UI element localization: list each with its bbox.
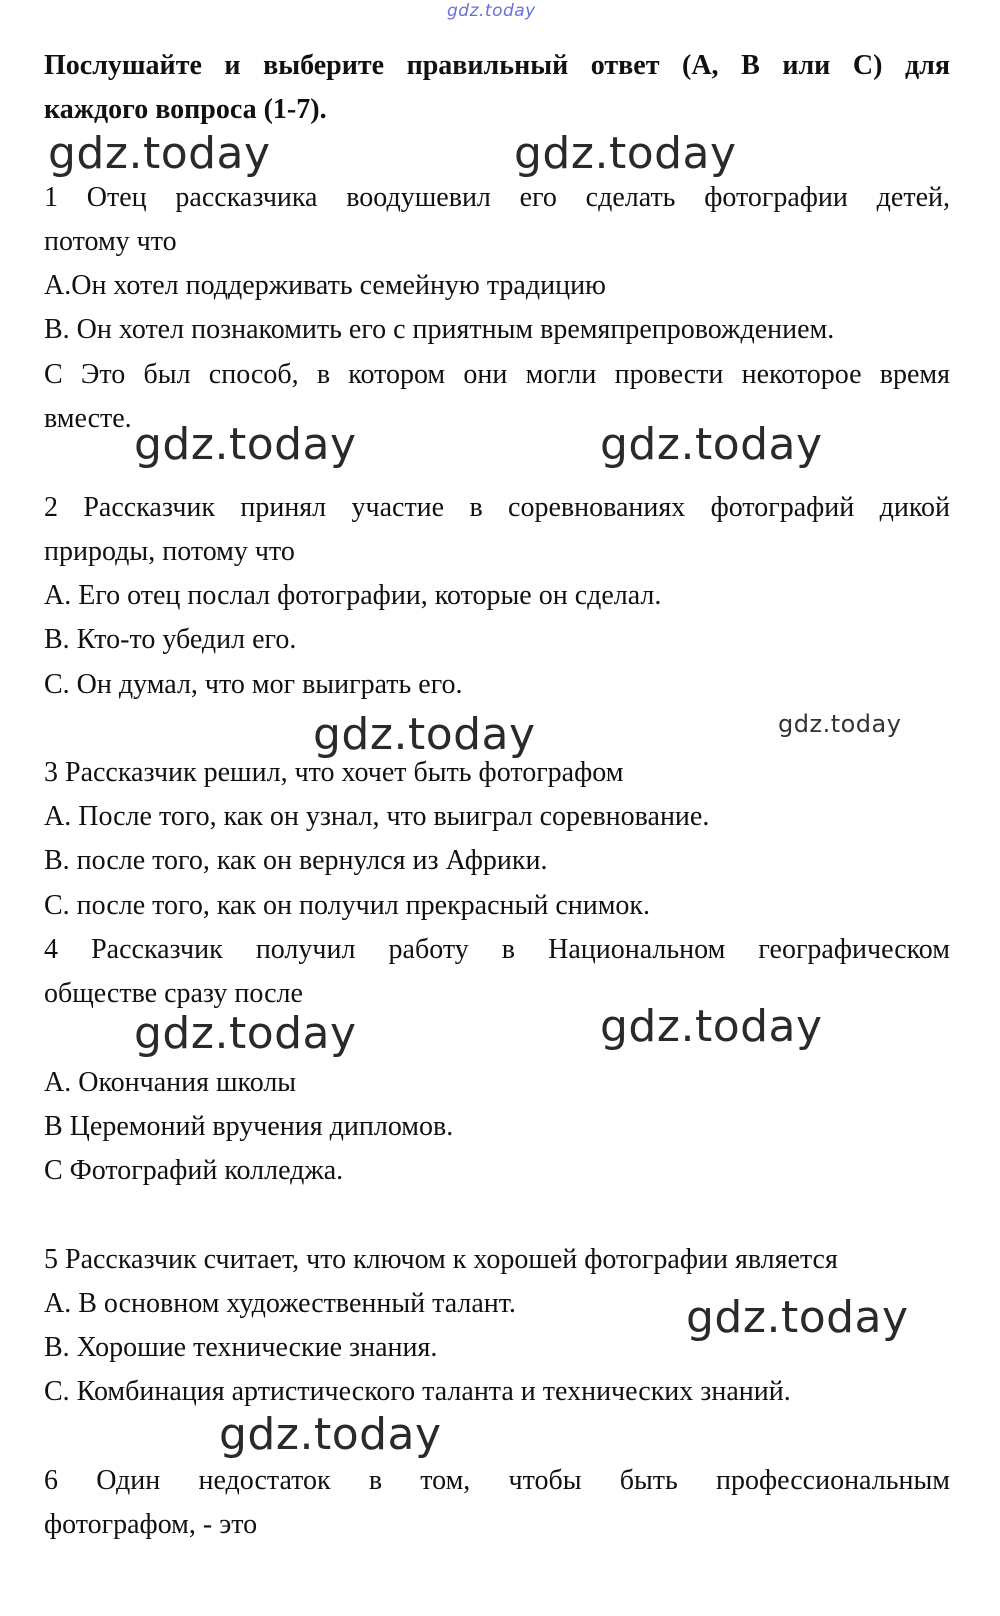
question-1-option-c-line-2: вместе. [44,403,132,434]
question-2-text-line-2: природы, потому что [44,536,295,567]
question-6-text-line-1: 6 Один недостаток в том, чтобы быть профессиональным [44,1465,950,1496]
watermark: gdz.today [600,1001,823,1052]
question-3-option-a: A. После того, как он узнал, что выиграл соревнование. [44,801,710,832]
question-4-text-line-2: обществе сразу после [44,978,303,1009]
watermark: gdz.today [48,128,271,179]
watermark-small: gdz.today [778,710,902,738]
question-5-text: 5 Рассказчик считает, что ключом к хорошей фотографии является [44,1244,838,1275]
watermark: gdz.today [134,419,357,470]
instruction-line-2: каждого вопроса (1-7). [44,94,327,125]
question-4-option-a: A. Окончания школы [44,1067,297,1098]
watermark-top: gdz.today [447,1,536,21]
question-2-text-line-1: 2 Рассказчик принял участие в соревнованиях фотографий дикой [44,492,950,523]
question-4-text-line-1: 4 Рассказчик получил работу в Национальном географическом [44,934,950,965]
question-5-option-c: C. Комбинация артистического таланта и технических знаний. [44,1376,791,1407]
question-2-option-a: A. Его отец послал фотографии, которые он сделал. [44,580,662,611]
question-2-option-b: B. Кто-то убедил его. [44,624,297,655]
watermark: gdz.today [600,419,823,470]
watermark: gdz.today [514,128,737,179]
question-3-text: 3 Рассказчик решил, что хочет быть фотографом [44,757,624,788]
question-1-option-b: B. Он хотел познакомить его с приятным времяпрепровождением. [44,314,835,345]
question-1-text-line-1: 1 Отец рассказчика воодушевил его сделать фотографии детей, [44,182,950,213]
question-2-option-c: C. Он думал, что мог выиграть его. [44,669,463,700]
watermark: gdz.today [219,1409,442,1460]
watermark: gdz.today [686,1292,909,1343]
question-1-text-line-2: потому что [44,226,177,257]
question-4-option-b: B Церемоний вручения дипломов. [44,1111,454,1142]
watermark: gdz.today [313,709,536,760]
question-1-option-c-line-1: C Это был способ, в котором они могли провести некоторое время [44,359,950,390]
question-3-option-b: B. после того, как он вернулся из Африки. [44,845,548,876]
instruction-line-1: Послушайте и выберите правильный ответ (A, B или C) для [44,50,950,81]
question-3-option-c: C. после того, как он получил прекрасный снимок. [44,890,651,921]
question-5-option-b: B. Хорошие технические знания. [44,1332,438,1363]
question-5-option-a: A. В основном художественный талант. [44,1288,516,1319]
question-1-option-a: A.Он хотел поддерживать семейную традицию [44,270,606,301]
question-4-option-c: C Фотографий колледжа. [44,1155,344,1186]
question-6-text-line-2: фотографом, - это [44,1509,258,1540]
watermark: gdz.today [134,1008,357,1059]
